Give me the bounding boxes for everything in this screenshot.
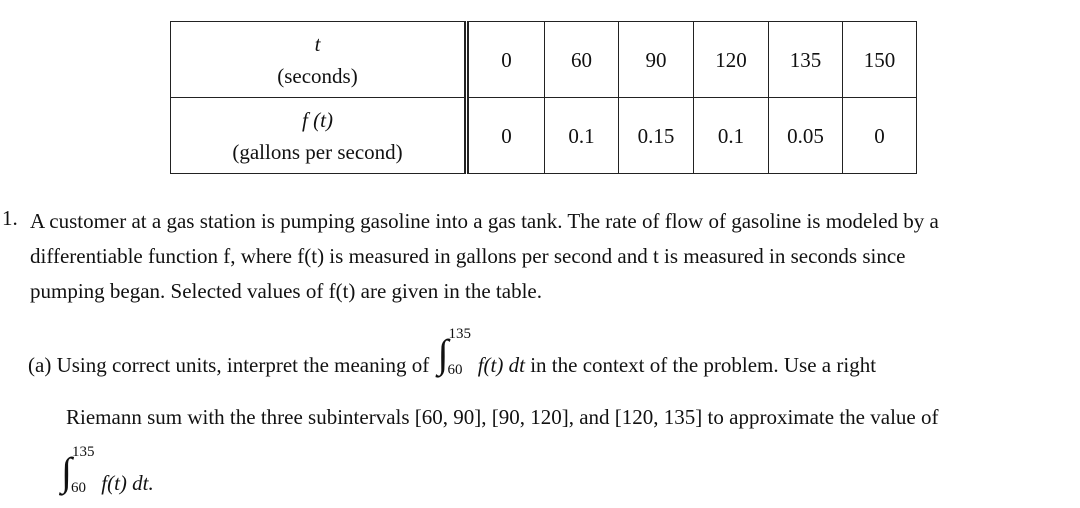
- integral-lower: 60: [447, 362, 463, 378]
- cell-f-0: 0: [467, 98, 545, 174]
- cell-t-3: 120: [694, 22, 769, 98]
- unit-gallons: (gallons per second): [232, 139, 403, 164]
- cell-f-3: 0.1: [694, 98, 769, 174]
- cell-f-4: 0.05: [769, 98, 843, 174]
- table-row-f: [171, 98, 917, 174]
- cell-t-4: 135: [769, 22, 843, 98]
- cell-t-0: 0: [467, 22, 545, 98]
- table-row-t: [171, 22, 917, 98]
- cell-t-5: 150: [843, 22, 917, 98]
- part-a-label: (a): [28, 353, 52, 377]
- cell-t-1: 60: [545, 22, 619, 98]
- integral-upper: 135: [448, 326, 471, 342]
- part-a-text-1: Using correct units, interpret the meaning of: [56, 353, 430, 377]
- part-a-line-3: [58, 444, 154, 496]
- var-t: t: [314, 31, 321, 56]
- integral-symbol: ∫ 135 60: [437, 326, 471, 378]
- part-a-line-2: Riemann sum with the three subintervals [60, 90], [90, 120], and [120, 135] to approximate the value of: [66, 405, 939, 429]
- integrand-2: f(t) dt.: [101, 471, 154, 495]
- unit-seconds: (seconds): [277, 63, 358, 88]
- integral-symbol-2: ∫ 135 60: [61, 444, 95, 496]
- cell-f-2: 0.15: [619, 98, 694, 174]
- part-a-text-2: in the context of the problem. Use a right: [530, 353, 877, 377]
- integrand: f(t) dt: [477, 353, 525, 377]
- integral-upper-2: 135: [72, 444, 95, 460]
- problem-line-3: pumping began. Selected values of f(t) are given in the table.: [30, 279, 542, 303]
- part-a-line-1: [28, 326, 877, 378]
- cell-f-1: 0.1: [545, 98, 619, 174]
- problem-line-1: A customer at a gas station is pumping gasoline into a gas tank. The rate of flow of gasoline is modeled by a: [30, 209, 939, 233]
- row-header-t: [171, 22, 467, 98]
- data-table: [170, 21, 917, 174]
- cell-f-5: 0: [843, 98, 917, 174]
- var-f: f (t): [302, 107, 333, 132]
- row-header-f: [171, 98, 467, 174]
- integral-lower-2: 60: [71, 480, 86, 496]
- problem-number: 1.: [2, 206, 18, 230]
- problem-line-2: differentiable function f, where f(t) is measured in gallons per second and t is measured in seconds since: [30, 244, 906, 268]
- cell-t-2: 90: [619, 22, 694, 98]
